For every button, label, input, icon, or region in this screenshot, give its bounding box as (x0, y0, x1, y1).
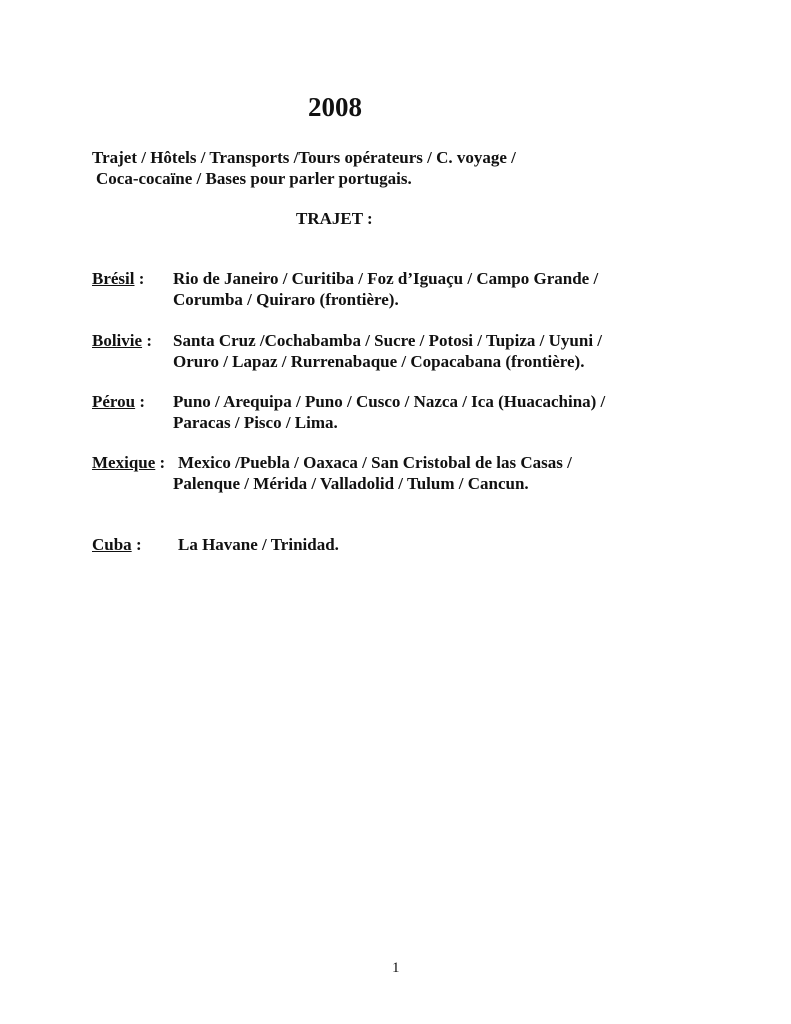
country-name: Pérou (92, 392, 136, 411)
country-name: Mexique (92, 453, 156, 472)
route-line: Santa Cruz /Cochabamba / Sucre / Potosi / Tupiza / Uyuni / (173, 331, 603, 350)
country-label (92, 452, 165, 473)
route-line: Oruro / Lapaz / Rurrenabaque / Copacabana (frontière). (173, 352, 585, 371)
country-separator: : (134, 269, 145, 288)
country-separator: : (142, 331, 152, 350)
country-name: Brésil (92, 269, 135, 288)
country-separator: : (135, 392, 146, 411)
country-separator: : (131, 535, 142, 554)
route-line: Palenque / Mérida / Valladolid / Tulum / Cancun. (173, 474, 529, 493)
subtitle-line-2: Coca-cocaïne / Bases pour parler portugais. (96, 169, 412, 188)
route-line: Paracas / Pisco / Lima. (173, 413, 338, 432)
country-name: Bolivie (92, 331, 143, 350)
route-line: Puno / Arequipa / Puno / Cusco / Nazca / Ica (Huacachina) / (173, 392, 606, 411)
section-title-trajet: TRAJET : (296, 209, 373, 228)
page-number: 1 (392, 960, 400, 976)
route-line: Rio de Janeiro / Curitiba / Foz d’Iguaçu / Campo Grande / (173, 269, 599, 288)
country-label (92, 268, 144, 289)
country-label (92, 391, 145, 412)
country-name: Cuba (92, 535, 132, 554)
country-label (92, 534, 142, 555)
route-line: La Havane / Trinidad. (178, 535, 339, 554)
country-separator: : (155, 453, 166, 472)
document-year-title: 2008 (308, 92, 362, 122)
subtitle-line-1: Trajet / Hôtels / Transports /Tours opérateurs / C. voyage / (92, 148, 516, 167)
route-line: Mexico /Puebla / Oaxaca / San Cristobal de las Casas / (178, 453, 572, 472)
country-label (92, 330, 152, 351)
route-line: Corumba / Quiraro (frontière). (173, 290, 399, 309)
